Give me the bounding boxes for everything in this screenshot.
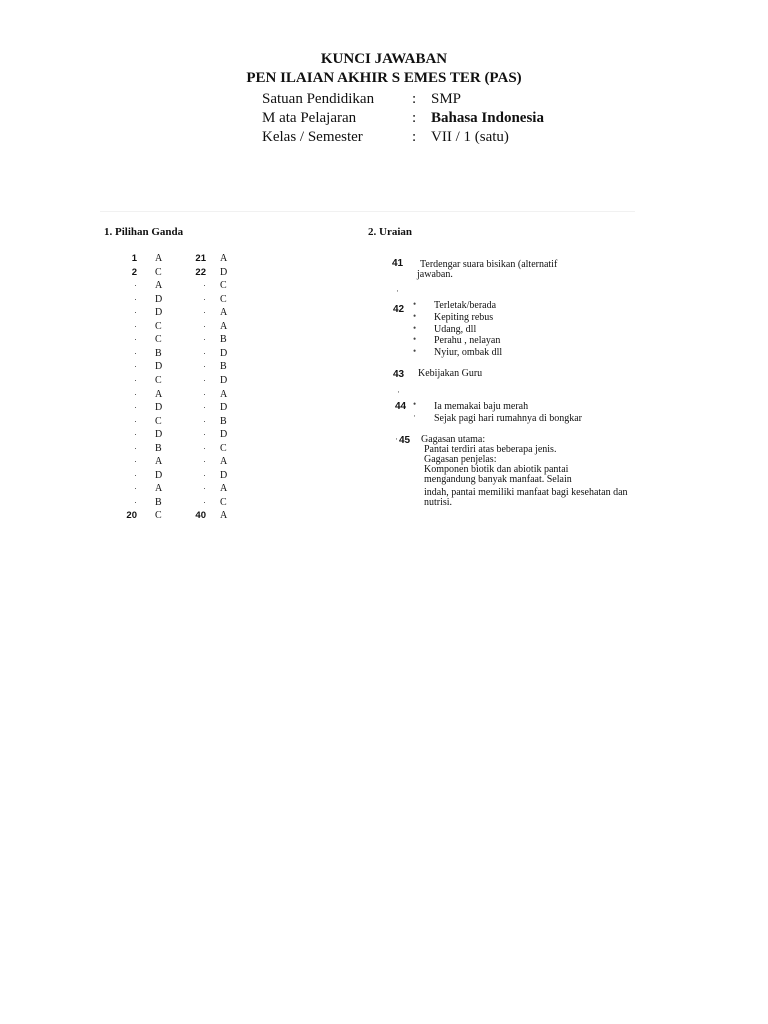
question-number: · — [134, 388, 137, 399]
answer-letter: B — [220, 415, 227, 427]
answer-letter: A — [155, 253, 163, 264]
question-number: · — [134, 347, 137, 358]
answer-letter: C — [220, 496, 227, 508]
answer-letter: D — [220, 347, 228, 359]
question-number: 40 — [195, 510, 206, 522]
meta-row-class — [262, 128, 544, 147]
section-title-multiple-choice: 1. Pilihan Ganda — [104, 226, 184, 238]
question-number: 44 — [395, 401, 407, 412]
question-number: · — [203, 334, 206, 345]
question-number: · — [203, 469, 206, 480]
question-number: · — [203, 347, 206, 358]
meta-colon: : — [412, 129, 417, 145]
answer-letter: D — [220, 266, 228, 278]
answer-line: nutrisi. — [424, 497, 453, 508]
answer-letter: A — [155, 483, 163, 495]
answer-letter: D — [155, 402, 163, 414]
question-number: · — [203, 280, 206, 291]
question-number: 41 — [392, 258, 404, 269]
answer-line: Terletak/berada — [434, 300, 497, 311]
answer-letter: B — [220, 361, 227, 373]
question-number: · — [134, 429, 137, 440]
answer-letter: C — [155, 320, 162, 332]
question-number: · — [134, 361, 137, 372]
bullet-icon: • — [413, 322, 417, 333]
answer-letter: D — [220, 429, 228, 441]
meta-colon: : — [412, 110, 417, 126]
document-meta — [262, 90, 544, 147]
question-number: · — [134, 483, 137, 494]
question-number: 2 — [131, 266, 137, 278]
meta-row-subject — [262, 109, 544, 128]
answer-line: Ia memakai baju merah — [434, 401, 529, 412]
answer-line: Gagasan utama: — [421, 434, 486, 445]
bullet-icon: • — [413, 334, 417, 345]
question-number: 21 — [195, 253, 206, 264]
document-subtitle: PEN ILAIAN AKHIR S EMES TER (PAS) — [246, 70, 522, 86]
bullet-icon: • — [413, 299, 417, 309]
answer-letter: D — [155, 469, 163, 481]
question-number: · — [134, 469, 137, 480]
answer-letter: B — [155, 442, 162, 454]
answer-letter: A — [155, 456, 163, 468]
answer-letter: A — [155, 280, 163, 292]
question-number: · — [203, 429, 206, 440]
meta-label: M ata Pelajaran — [262, 110, 357, 126]
answer-line: jawaban. — [417, 269, 453, 280]
answer-line: Sejak pagi hari rumahnya di bongkar — [434, 413, 583, 424]
question-number: 20 — [126, 510, 137, 522]
answer-letter: D — [155, 429, 163, 441]
answer-line: Kebijakan Guru — [418, 368, 483, 379]
question-number: · — [203, 456, 206, 467]
bullet-icon: • — [413, 310, 417, 321]
bullet-icon: • — [413, 346, 417, 357]
question-number: · — [203, 388, 206, 399]
answer-letter: C — [220, 442, 227, 454]
answer-letter: B — [155, 347, 162, 359]
answer-letter: D — [155, 293, 163, 305]
answer-letter: C — [155, 334, 162, 346]
answer-line: Udang, dll — [434, 323, 477, 335]
answer-letter: C — [220, 280, 227, 292]
question-number: · — [203, 402, 206, 413]
answer-letter: B — [155, 496, 162, 508]
bullet-icon: · — [395, 434, 398, 444]
answer-letter: A — [220, 253, 228, 264]
question-number: 42 — [393, 304, 405, 315]
answer-letter: B — [220, 334, 227, 346]
meta-value: VII / 1 (satu) — [431, 129, 509, 145]
question-number: · — [203, 307, 206, 318]
question-number: 43 — [393, 369, 405, 380]
meta-label: Kelas / Semester — [262, 129, 363, 145]
question-number: · — [134, 334, 137, 345]
bullet-icon: · — [397, 387, 400, 397]
question-number: · — [203, 442, 206, 453]
question-number: · — [203, 374, 206, 385]
answer-letter: A — [220, 307, 228, 319]
question-number: 45 — [399, 435, 411, 446]
question-number: · — [134, 280, 137, 291]
question-number: 1 — [131, 253, 137, 264]
meta-colon: : — [412, 91, 417, 107]
meta-row-school — [262, 90, 544, 109]
question-number: · — [203, 320, 206, 331]
answer-letter: A — [155, 388, 163, 400]
answer-line: indah, pantai memiliki manfaat bagi kesehatan dan — [424, 487, 628, 498]
answer-line: Kepiting rebus — [434, 311, 494, 323]
answer-letter: C — [155, 266, 162, 278]
question-number: · — [134, 415, 137, 426]
question-number: · — [203, 496, 206, 507]
answer-letter: C — [220, 293, 227, 305]
meta-value: Bahasa Indonesia — [431, 110, 544, 126]
question-number: · — [203, 361, 206, 372]
bullet-icon: · — [413, 411, 416, 421]
answer-line: Nyiur, ombak dll — [434, 347, 503, 359]
question-number: · — [134, 374, 137, 385]
document-header — [0, 50, 768, 88]
answer-letter: C — [155, 415, 162, 427]
answer-letter: A — [220, 483, 228, 495]
question-number: · — [134, 456, 137, 467]
bullet-icon: · — [396, 286, 399, 296]
answer-letter: D — [155, 361, 163, 373]
answer-line: Perahu , nelayan — [434, 335, 501, 347]
answer-line: Gagasan penjelas: — [424, 454, 497, 465]
question-number: · — [134, 293, 137, 304]
question-number: 22 — [195, 266, 206, 278]
answer-letter: A — [220, 456, 228, 468]
question-number: · — [134, 496, 137, 507]
question-number: · — [134, 307, 137, 318]
question-number: · — [134, 402, 137, 413]
divider — [100, 211, 635, 212]
answer-line: Terdengar suara bisikan (alternatif — [420, 259, 558, 270]
answer-letter: D — [220, 402, 228, 414]
answer-letter: C — [155, 374, 162, 386]
document-title: KUNCI JAWABAN — [320, 51, 448, 67]
question-number: · — [134, 442, 137, 453]
question-number: · — [134, 320, 137, 331]
answer-line: mengandung banyak manfaat. Selain — [424, 474, 572, 485]
meta-label: Satuan Pendidikan — [262, 91, 375, 107]
answer-letter: A — [220, 388, 228, 400]
answer-letter: D — [220, 374, 228, 386]
answer-letter: A — [220, 320, 228, 332]
question-number: · — [203, 293, 206, 304]
answer-line: Komponen biotik dan abiotik pantai — [424, 464, 569, 475]
answer-letter: C — [155, 510, 162, 522]
meta-value: SMP — [431, 91, 462, 107]
answer-letter: D — [155, 307, 163, 319]
section-title-essay: 2. Uraian — [368, 226, 412, 238]
bullet-icon: • — [413, 399, 417, 409]
answer-line: Pantai terdiri atas beberapa jenis. — [424, 444, 557, 455]
question-number: · — [203, 483, 206, 494]
answer-letter: D — [220, 469, 228, 481]
question-number: · — [203, 415, 206, 426]
answer-letter: A — [220, 510, 228, 522]
